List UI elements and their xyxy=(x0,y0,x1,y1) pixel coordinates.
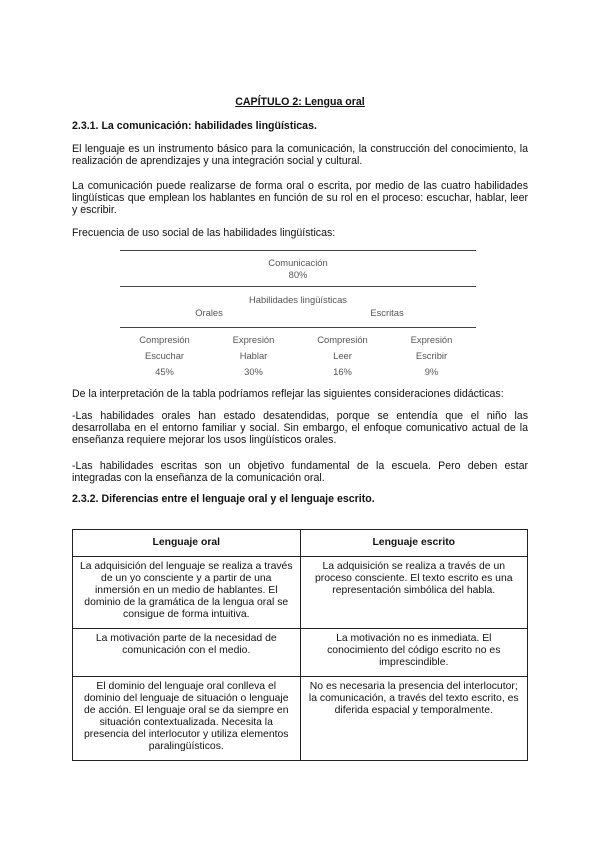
paragraph: -Las habilidades escritas son un objetivo fundamental de la escuela. Pero deben estar integradas con la enseñanza de la comunicación oral. xyxy=(72,460,528,484)
chapter-title: CAPÍTULO 2: Lengua oral xyxy=(235,96,365,108)
freq-pct: 45% xyxy=(155,366,174,377)
table-row xyxy=(73,557,528,629)
freq-type: Expresión xyxy=(232,334,275,345)
table-rule xyxy=(120,250,476,251)
group-escritas: Escritas xyxy=(370,307,404,318)
table-row xyxy=(73,677,528,761)
column-header: Lenguaje oral xyxy=(73,530,301,557)
table-cell: La motivación parte de la necesidad de comunicación con el medio. xyxy=(73,629,301,677)
paragraph: El lenguaje es un instrumento básico para la comunicación, la construcción del conocimiento, la realización de aprendizajes y una integración social y cultural. xyxy=(72,143,528,167)
section-heading-2-3-1: 2.3.1. La comunicación: habilidades lingüísticas. xyxy=(72,120,317,132)
freq-pct: 9% xyxy=(424,366,439,377)
freq-type: Expresión xyxy=(410,334,453,345)
section-heading-2-3-2: 2.3.2. Diferencias entre el lenguaje oral y el lenguaje escrito. xyxy=(72,493,375,505)
table-cell: La motivación no es inmediata. El conocimiento del código escrito no es imprescindible. xyxy=(300,629,528,677)
table-rule xyxy=(120,327,476,328)
freq-skill: Escuchar xyxy=(144,350,185,361)
paragraph: De la interpretación de la tabla podríamos reflejar las siguientes consideraciones didácticas: xyxy=(72,388,504,400)
table-cell: La adquisición se realiza a través de un proceso consciente. El texto escrito es una representación simbólica del habla. xyxy=(300,557,528,629)
freq-type: Compresión xyxy=(317,334,368,345)
table-row xyxy=(73,629,528,677)
group-orales: Orales xyxy=(195,307,223,318)
table-cell: El dominio del lenguaje oral conlleva el dominio del lenguaje de situación o lenguaje de acción. El lenguaje oral se da siempre en situación contextualizada. Necesita la presencia del interlocutor y utiliza elementos paralingüísticos. xyxy=(73,677,301,761)
freq-mid-label: Habilidades lingüísticas xyxy=(249,294,347,305)
freq-pct: 16% xyxy=(333,366,352,377)
freq-skill: Leer xyxy=(333,350,352,361)
freq-types xyxy=(120,334,476,346)
freq-pcts xyxy=(120,366,476,378)
table-cell: La adquisición del lenguaje se realiza a través de un yo consciente y a partir de una inmersión en un medio de hablantes. El dominio de la gramática de la lengua oral se consigue de forma intuitiva. xyxy=(73,557,301,629)
comparison-table xyxy=(72,529,528,761)
paragraph: La comunicación puede realizarse de forma oral o escrita, por medio de las cuatro habilidades lingüísticas que emplean los hablantes en función de su rol en el proceso: escuchar, hablar, leer y escribir. xyxy=(72,180,528,216)
table-rule xyxy=(120,286,476,287)
freq-skills xyxy=(120,350,476,362)
freq-top-label: Comunicación xyxy=(268,257,328,268)
freq-skill: Escribir xyxy=(415,350,448,361)
freq-top-pct: 80% xyxy=(288,269,308,280)
paragraph: -Las habilidades orales han estado desatendidas, porque se entendía que el niño las desarrollaba en el entorno familiar y social. Sin embargo, el enfoque comunicativo actual de la enseñanza requiere mejorar los usos lingüísticos orales. xyxy=(72,410,528,446)
column-header: Lenguaje escrito xyxy=(300,530,528,557)
freq-skill: Hablar xyxy=(239,350,268,361)
paragraph: Frecuencia de uso social de las habilidades lingüísticas: xyxy=(72,227,336,239)
table-cell: No es necesaria la presencia del interlocutor; la comunicación, a través del texto escrito, es diferida espacial y temporalmente. xyxy=(300,677,528,761)
freq-groups xyxy=(120,307,476,319)
freq-pct: 30% xyxy=(244,366,263,377)
freq-type: Compresión xyxy=(139,334,190,345)
